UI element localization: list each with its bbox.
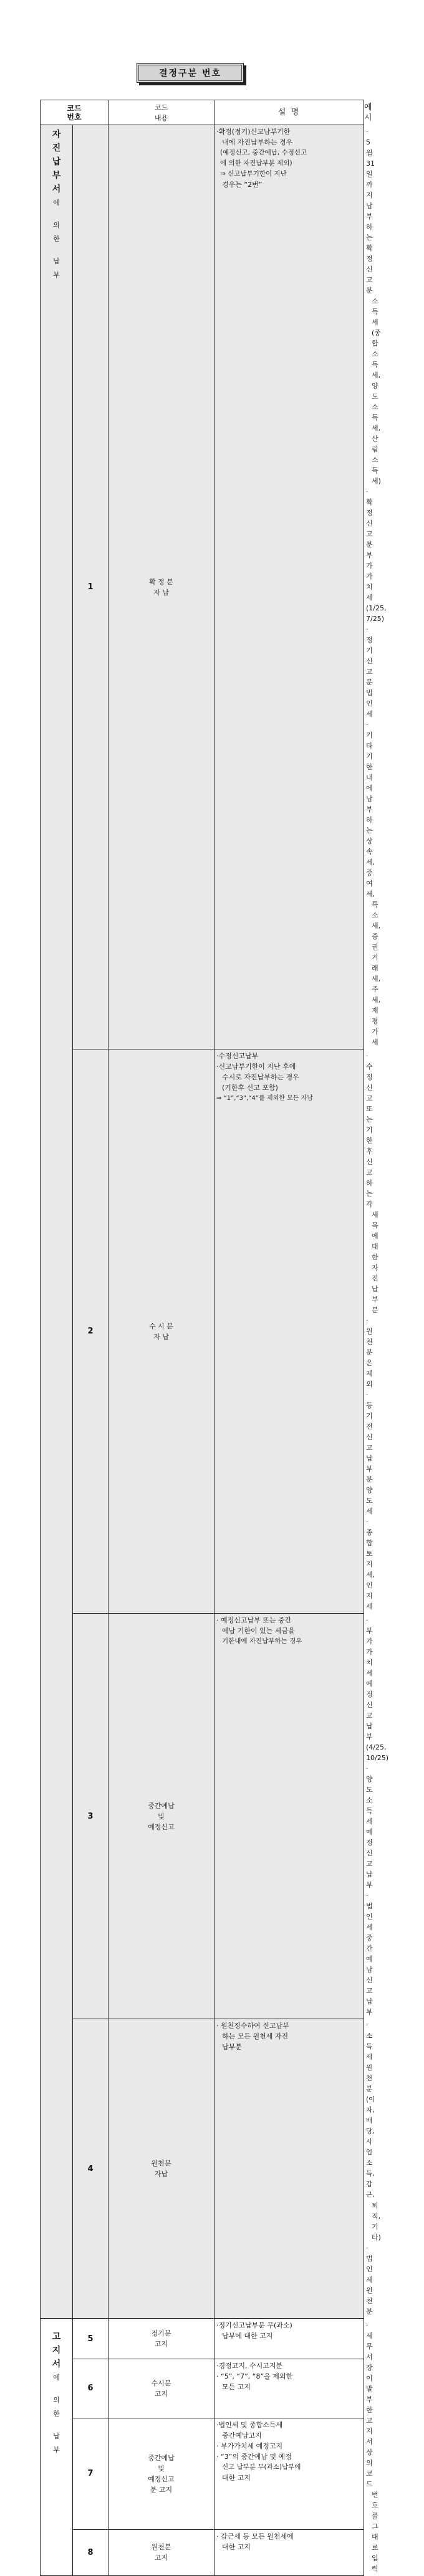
code-content: 수시분 고지 (108, 2359, 214, 2418)
code-number: 2 (73, 1049, 108, 1614)
header-code-number: 코드 번호 (41, 100, 108, 125)
code-number: 1 (73, 125, 108, 1049)
decision-code-table (40, 100, 388, 2576)
page-title (137, 63, 244, 83)
code-content: 중간예납 및 예정신고 (108, 1614, 214, 2019)
code-description: ·경정고지, 수시고지분 · “5”, “7”, “8”을 제외한 모든 고지 (214, 2359, 364, 2418)
code-number: 8 (73, 2529, 108, 2575)
table-row (41, 2418, 364, 2529)
header-code-content: 코드 내용 (108, 100, 214, 125)
code-content: 원천분 자납 (108, 2019, 214, 2319)
code-description: · 갑근세 등 모든 원천세에 대한 고지 (214, 2529, 364, 2575)
code-content: 정기분 고지 (108, 2319, 214, 2359)
code-description: ·정기신고납부분 무(과소) 납부에 대한 고지 (214, 2319, 364, 2359)
table-row: 고 지 서 에 의 한 납 부 5 정기분 고지 ·정기신고납부분 무(과소) 납부에 대한 고지 · 세무서장이 발부한 고지서상의 코드 번호를 그대로 입력 (41, 2319, 364, 2359)
header-description: 설 명 (214, 100, 364, 125)
code-description: ·확정(정기)신고납부기한 내에 자진납부하는 경우 (예정신고, 중간예납, 수정신고 에 의한 자진납부분 제외) ⇒ 신고납부기한이 지난 경우는 “2번” (214, 125, 364, 1049)
code-content: 중간예납 및 예정신고 분 고지 (108, 2418, 214, 2529)
code-number: 7 (73, 2418, 108, 2529)
page-title-text: 결정구분 번호 (158, 69, 222, 78)
code-number: 4 (73, 2019, 108, 2319)
code-description: · 예정신고납부 또는 중간 예납 기한이 있는 세금을 기한내에 자진납부하는 경우 (214, 1614, 364, 2019)
table-row: 4 원천분 자납 · 원천징수하여 신고납부 하는 모든 원천세 자진 납부분 · 소득세원천분(이자, 배당, 사업소득, 갑근, 퇴직, 기타) · 법인세원천분 (41, 2019, 364, 2319)
code-number: 5 (73, 2319, 108, 2359)
header-row: 코드 번호 코드 내용 설 명 예 시 (41, 100, 364, 125)
group-notice-payment: 고 지 서 에 의 한 납 부 (41, 2319, 73, 2576)
table-row: 자 진 납 부 서 에 의 한 납 부 1 확 정 분 자 납 ·확정(정기)신고납부기한 내에 자진납부하는 경우 (예정신고, 중간예납, 수정신고 에 의한 자진납부분 제외) ⇒ 신고납부기한이 지난 경우는 “2번” · 5월31일까지 납부하는 확정신고분 소득세(종합소득세,양도소득세,산림 소득세) · 확정신고분 부가가치세(1/25, 7/25) · 정기신고분 법인세 · 기타 기한내에 납부하는 상속세,증여세, 특소세, 증권거래세, 주세, 재평가세 (41, 125, 364, 1049)
table-row (41, 2359, 364, 2418)
code-content: 원천분 고지 (108, 2529, 214, 2575)
group-self-payment: 자 진 납 부 서 에 의 한 납 부 (41, 125, 73, 2319)
code-number: 3 (73, 1614, 108, 2019)
table-row: 2 수 시 분 자 납 ·수정신고납부 ·신고납부기한이 지난 후에 수시로 자진납부하는 경우 (기한후 신고 포함) ⇒ “1”,“3”,“4”를 제외한 모든 자납 · 수정신고 또는 기한 후 신고하는 각 세목에 대한 자진납부분 · 원천분은 제외 · 등기전 신고납부분 양도세 · 종합토지세, 인지세 (41, 1049, 364, 1614)
table-row: 3 중간예납 및 예정신고 · 예정신고납부 또는 중간 예납 기한이 있는 세금을 기한내에 자진납부하는 경우 · 부가가치세 예정신고납부(4/25, 10/25) · 양도소득세 예정신고납부 · 법인세 중간예납신고납부 (41, 1614, 364, 2019)
table-row (41, 2529, 364, 2575)
code-number: 6 (73, 2359, 108, 2418)
code-description: ·법인세 및 종합소득세 중간예납고지 · 부가가치세 예정고지 · “3”의 중간예납 및 예정 신고 납부분 무(과소)납부에 대한 고지 (214, 2418, 364, 2529)
code-content: 확 정 분 자 납 (108, 125, 214, 1049)
code-content: 수 시 분 자 납 (108, 1049, 214, 1614)
code-description: · 원천징수하여 신고납부 하는 모든 원천세 자진 납부분 (214, 2019, 364, 2319)
code-description: ·수정신고납부 ·신고납부기한이 지난 후에 수시로 자진납부하는 경우 (기한후 신고 포함) ⇒ “1”,“3”,“4”를 제외한 모든 자납 (214, 1049, 364, 1614)
